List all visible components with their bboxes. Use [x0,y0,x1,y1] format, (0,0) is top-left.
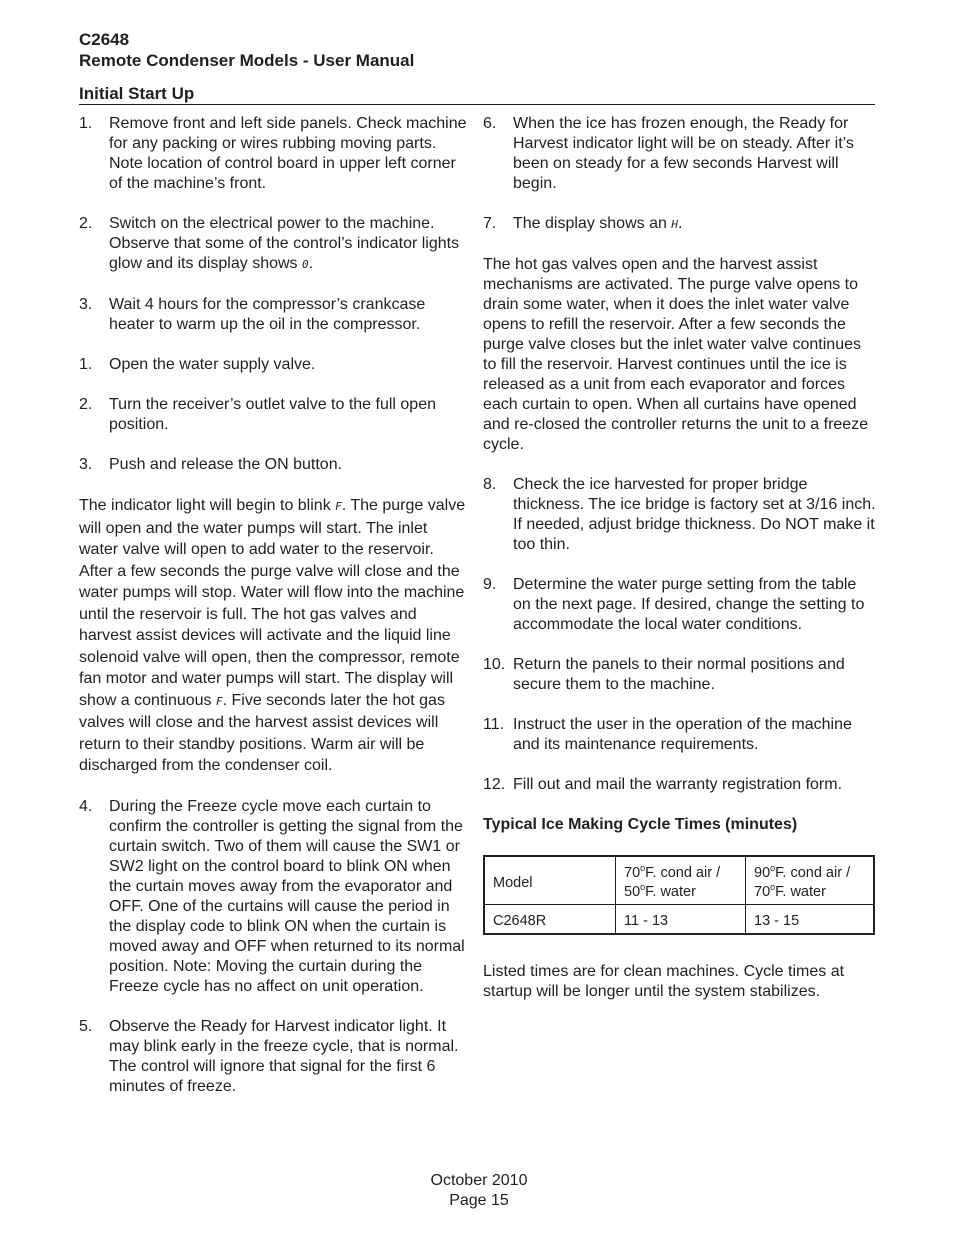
header-condition-2 [746,856,875,905]
table-header-row [484,856,874,905]
item-number: 6. [483,115,497,132]
cell-time-2: 13 - 15 [746,905,875,935]
text-run: . [677,215,683,232]
text-run: F. cond air / [775,865,851,881]
display-code: 0 [301,258,309,271]
item-text: Instruct the user in the operation of the machine and its maintenance requirements. [513,716,852,753]
item-number: 2. [79,396,93,413]
harvest-paragraph: The hot gas valves open and the harvest assist mechanisms are activated. The purge valve opens to drain some water, when it does the inlet water valve opens to refill the reservoir. After a few seconds the purge valve closes but the inlet water valve continues to fill the reservoir. Harvest continues until the ice is released as a unit from each evaporator and forces each curtain to open. When all curtains have opened and re-closed the controller returns the unit to a freeze cycle. [483,256,869,453]
list-item [79,797,469,997]
degree-sign: o [770,863,776,874]
header-condition-1 [616,856,746,905]
section-title: Initial Start Up [79,84,195,103]
header-rule [79,104,875,105]
list-item [483,775,878,795]
text-run: F. water [775,884,826,900]
header-model: Model [484,856,616,905]
item-number: 2. [79,215,93,232]
table-heading: Typical Ice Making Cycle Times (minutes) [483,816,798,833]
degree-sign: o [640,882,646,893]
list-item [79,395,469,435]
text-run: The indicator light will begin to blink [79,497,336,514]
degree-sign: o [640,863,646,874]
startup-paragraph [79,495,469,777]
cell-time-1: 11 - 13 [616,905,746,935]
list-item [483,214,878,235]
text-run: . Five seconds later the hot gas valves will close and the harvest assist devices will return to their standby positions. Warm air will be discharged from the condenser coil. [79,691,445,774]
item-number: 11. [483,716,505,733]
list-item [79,1017,469,1097]
item-number: 1. [79,356,93,373]
left-column [79,114,469,1117]
cycle-times-table [483,855,875,935]
item-number: 7. [483,215,497,232]
list-item [79,355,469,375]
doc-id: C2648 [79,30,130,49]
cell-model: C2648R [484,905,616,935]
item-number: 1. [79,115,93,132]
list-item [79,114,469,194]
page-number: Page 15 [449,1192,509,1209]
degree-sign: o [770,882,776,893]
item-text: Push and release the ON button. [109,456,343,473]
text-run: F. water [645,884,696,900]
display-code: F [215,694,223,708]
text-run: The display shows an [513,215,672,232]
list-item [483,475,878,555]
item-number: 3. [79,296,93,313]
item-number: 4. [79,797,93,815]
list-item [483,715,878,755]
right-column [483,114,878,1022]
item-text [513,214,878,235]
footer-date: October 2010 [430,1172,528,1189]
item-text: Determine the water purge setting from the table on the next page. If desired, change the setting to accommodate the local water conditions. [513,576,865,633]
display-code: F [335,500,342,513]
item-text: Return the panels to their normal positions and secure them to the machine. [513,656,845,693]
text-run: F. cond air / [645,865,721,881]
item-number: 10. [483,656,506,673]
item-number: 12. [483,776,506,793]
doc-title: Remote Condenser Models - User Manual [79,51,415,70]
item-text: Remove front and left side panels. Check machine for any packing or wires rubbing moving parts. Note location of control board in upper left corner of the machine’s front. [109,115,467,192]
text-run: . [308,255,314,272]
item-text: Observe the Ready for Harvest indicator light. It may blink early in the freeze cycle, that is normal. The control will ignore that signal for the first 6 minutes of freeze. [109,1017,459,1095]
item-text: Wait 4 hours for the compressor’s crankcase heater to warm up the oil in the compressor. [109,296,426,333]
text-run: 70 [624,865,641,881]
list-item [79,214,469,275]
list-item [79,455,469,475]
item-text: Fill out and mail the warranty registration form. [513,776,843,793]
text-run: 50 [624,884,641,900]
item-number: 9. [483,576,497,593]
item-text: Open the water supply valve. [109,356,316,373]
item-number: 8. [483,476,497,493]
item-text [109,214,469,275]
item-text: During the Freeze cycle move each curtain to confirm the controller is getting the signal from the curtain switch. Two of them will cause the SW1 or SW2 light on the control board to blink ON when the curtain moves away from the evaporator and OFF. One of the curtains will cause the period in the display code to blink ON when the curtain is moved away and OFF when returned to its normal position. Note: Moving the curtain during the Freeze cycle has no affect on unit operation. [109,797,465,995]
display-code: H [671,218,678,231]
item-number: 3. [79,456,93,473]
table-note: Listed times are for clean machines. Cycle times at startup will be longer until the system stabilizes. [483,963,845,1000]
list-item [483,114,878,194]
text-run: 70 [754,884,771,900]
text-run: . The purge valve will open and the water pumps will start. The inlet water valve will open to add water to the reservoir. After a few seconds the purge valve will close and the water pumps will stop. Water will flow into the machine until the reservoir is full. The hot gas valves and harvest assist devices will activate and the liquid line solenoid valve will open, then the compressor, remote fan motor and water pumps will start. The display will show a continuous [79,497,466,709]
text-run: 90 [754,865,771,881]
text-run: Switch on the electrical power to the machine. Observe that some of the control’s indicator lights glow and its display shows [109,215,460,272]
item-text: Check the ice harvested for proper bridge thickness. The ice bridge is factory set at 3/16 inch. If needed, adjust bridge thickness. Do NOT make it too thin. [513,476,876,553]
table-row [484,905,874,935]
item-text: Turn the receiver’s outlet valve to the full open position. [109,396,436,433]
item-text: When the ice has frozen enough, the Ready for Harvest indicator light will be on steady. After it’s been on steady for a few seconds Harvest will begin. [513,115,854,192]
item-number: 5. [79,1017,93,1035]
list-item [483,575,878,635]
list-item [79,295,469,335]
list-item [483,655,878,695]
